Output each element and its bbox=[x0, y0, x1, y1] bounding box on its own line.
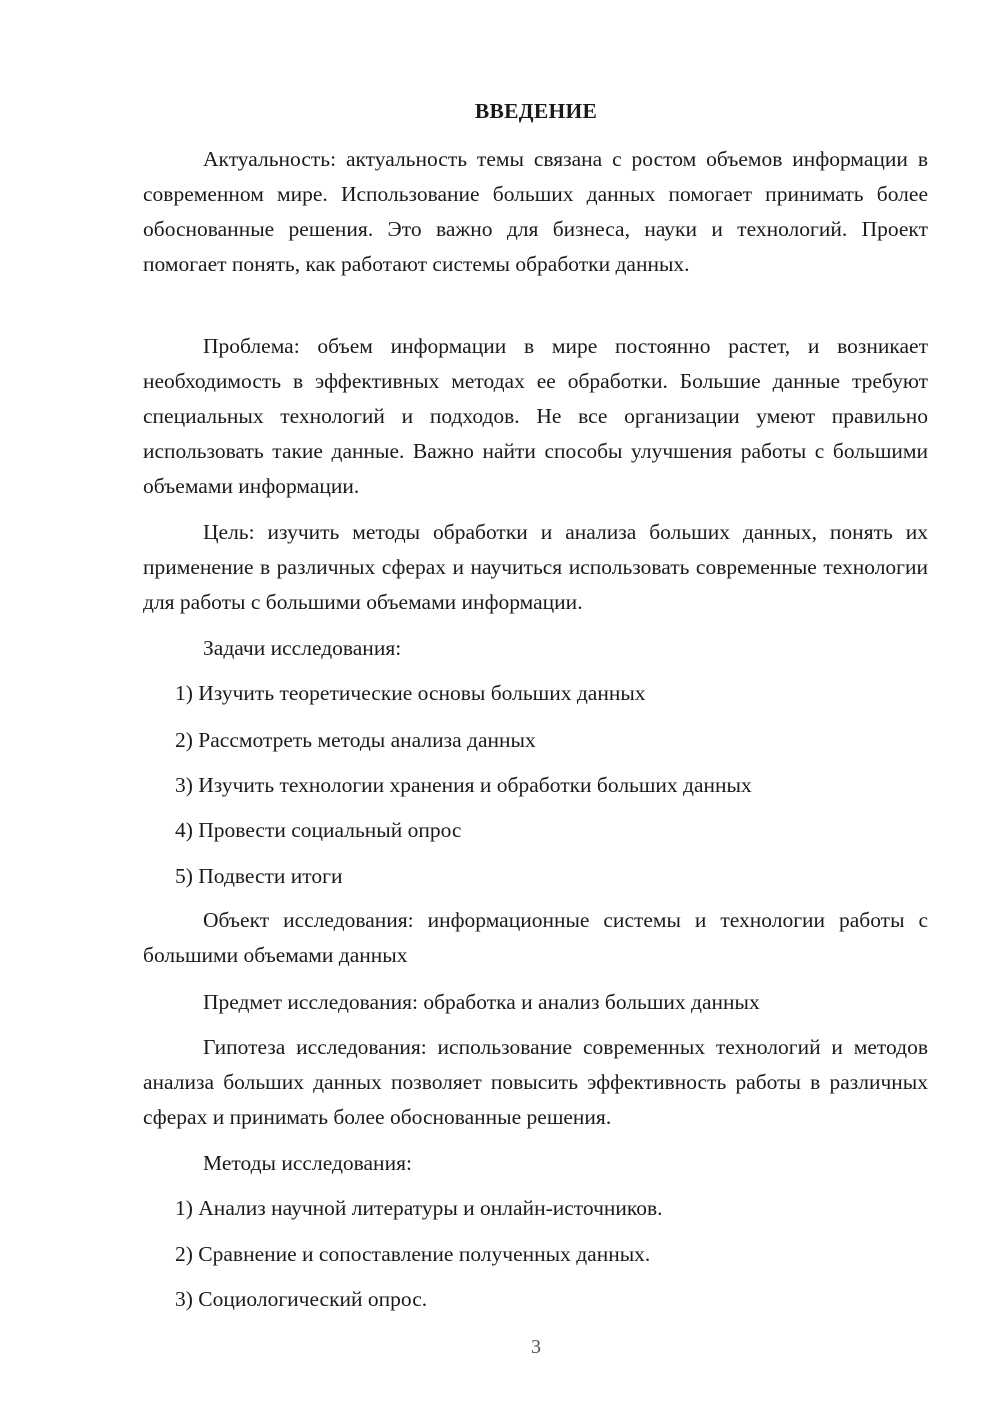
object-paragraph: Объект исследования: информационные системы и технологии работы с большими объемами данных bbox=[143, 908, 928, 967]
hypothesis-paragraph: Гипотеза исследования: использование современных технологий и методов анализа больших данных позволяет повысить эффективность работы в различных сферах и принимать более обоснованные решения. bbox=[143, 1035, 928, 1129]
section-heading: ВВЕДЕНИЕ bbox=[474, 99, 598, 123]
method-item: 3) Социологический опрос. bbox=[175, 1287, 428, 1311]
task-item: 2) Рассмотреть методы анализа данных bbox=[175, 728, 536, 752]
method-item: 2) Сравнение и сопоставление полученных данных. bbox=[175, 1242, 651, 1266]
goal-paragraph: Цель: изучить методы обработки и анализа больших данных, понять их применение в различных сферах и научиться использовать современные технологии для работы с большими объемами информации. bbox=[143, 520, 928, 614]
relevance-paragraph: Актуальность: актуальность темы связана с ростом объемов информации в современном мире. Использование больших данных помогает принимать более обоснованные решения. Это важно для бизнеса, науки и технологий. Проект помогает понять, как работают системы обработки данных. bbox=[143, 147, 928, 276]
subject-line: Предмет исследования: обработка и анализ больших данных bbox=[203, 990, 760, 1014]
task-item: 3) Изучить технологии хранения и обработки больших данных bbox=[175, 773, 752, 797]
task-item: 5) Подвести итоги bbox=[175, 864, 343, 888]
method-item: 1) Анализ научной литературы и онлайн-источников. bbox=[175, 1196, 663, 1220]
task-item: 4) Провести социальный опрос bbox=[175, 818, 462, 842]
methods-title: Методы исследования: bbox=[203, 1151, 412, 1175]
task-item: 1) Изучить теоретические основы больших данных bbox=[175, 681, 646, 705]
page-number: 3 bbox=[531, 1336, 541, 1358]
tasks-title: Задачи исследования: bbox=[203, 636, 402, 660]
problem-paragraph: Проблема: объем информации в мире постоянно растет, и возникает необходимость в эффективных методах ее обработки. Большие данные требуют специальных технологий и подходов. Не все организации умеют правильно использовать такие данные. Важно найти способы улучшения работы с большими объемами информации. bbox=[143, 334, 928, 498]
